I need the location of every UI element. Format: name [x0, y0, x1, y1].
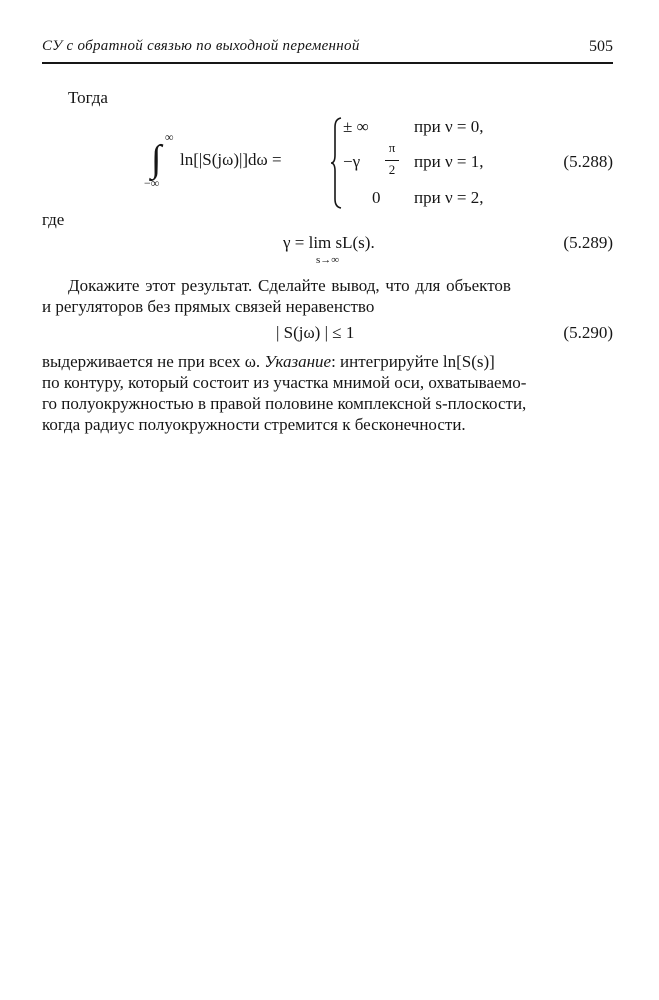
eq289-limit-sub: s→∞	[316, 254, 340, 266]
word-gde: где	[42, 210, 65, 229]
eq288-case1-cond: при ν = 0,	[414, 117, 484, 136]
running-title: СУ с обратной связью по выходной переменной	[42, 38, 360, 54]
eq290-expr: | S(jω) | ≤ 1	[276, 323, 355, 342]
word-togda: Тогда	[68, 88, 108, 107]
para2-line2: по контуру, который состоит из участка мнимой оси, охватываемо-	[42, 373, 527, 392]
para2-line3: го полуокружностью в правой половине комплексной s-плоскости,	[42, 394, 527, 413]
eq288-case2-value: −γ	[343, 152, 361, 171]
eq288-case1-value: ± ∞	[343, 117, 369, 136]
eq288-number: (5.288)	[563, 152, 613, 171]
para1-line1: Докажите этот результат. Сделайте вывод, что для объектов	[68, 276, 511, 295]
integral-upper-limit: ∞	[165, 130, 174, 144]
eq288-case3-cond: при ν = 2,	[414, 188, 484, 207]
eq288-case3-value: 0	[372, 188, 381, 207]
para2-hint-word: Указание	[264, 352, 332, 371]
eq289-expr: γ = lim sL(s).	[283, 233, 375, 252]
para2-line4: когда радиус полуокружности стремится к бесконечности.	[42, 415, 466, 434]
eq289-number: (5.289)	[563, 233, 613, 252]
cases-brace	[330, 117, 342, 209]
page-number: 505	[589, 38, 613, 55]
eq288-frac-den: 2	[388, 162, 396, 177]
eq288-case2-cond: при ν = 1,	[414, 152, 484, 171]
integral-sign: ∫ ∞ −∞	[144, 130, 174, 190]
eq290-number: (5.290)	[563, 323, 613, 342]
para1-line2: и регуляторов без прямых связей неравенство	[42, 297, 375, 316]
para2-line1-start: выдерживается не при всех ω.	[42, 352, 261, 371]
eq288-frac-num: π	[388, 140, 396, 155]
eq288-integrand: ln[|S(jω)|]dω =	[180, 150, 282, 169]
para2-line1	[42, 352, 495, 372]
header-rule	[42, 62, 613, 64]
para2-line1-rest: : интегрируйте ln[S(s)]	[331, 352, 495, 371]
eq288-frac-line	[385, 160, 399, 161]
integral-lower-limit: −∞	[144, 176, 160, 190]
